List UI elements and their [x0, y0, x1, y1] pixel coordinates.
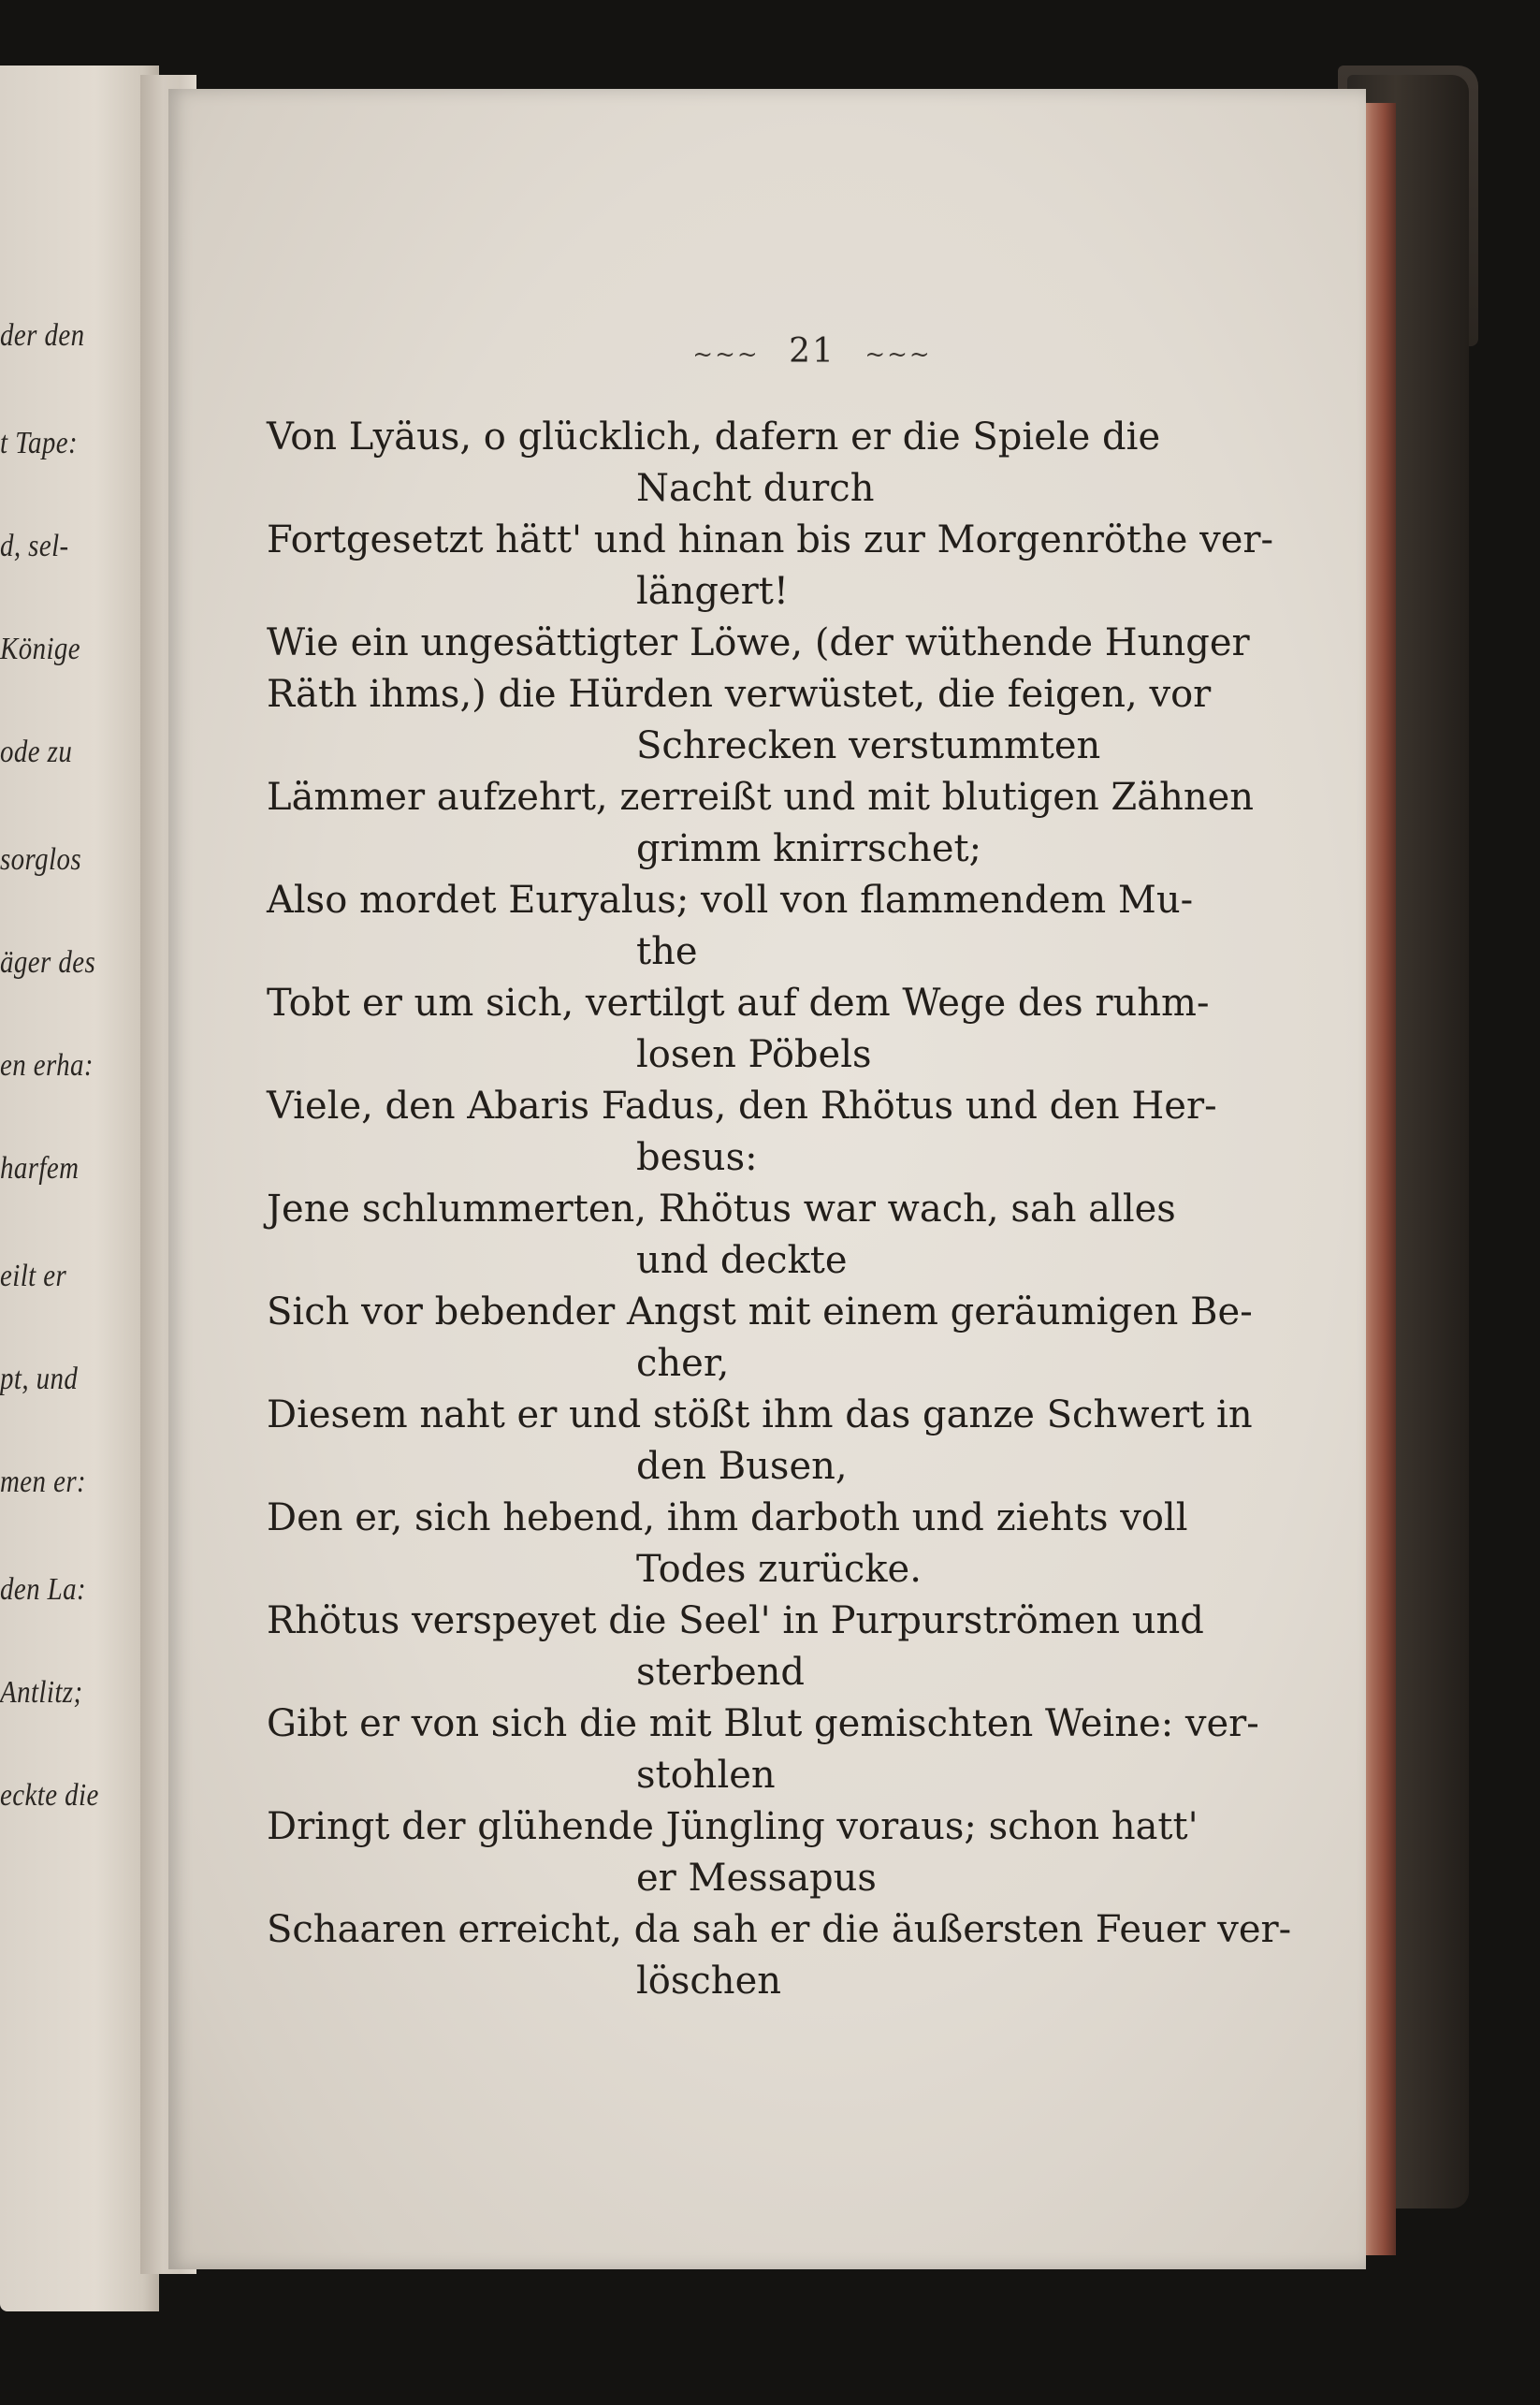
text-line: Sich vor bebender Angst mit einem geräumigen Be-	[267, 1290, 1253, 1334]
text-line: Dringt der glühende Jüngling voraus; schon hatt'	[267, 1805, 1199, 1848]
left-fragment: ode zu	[0, 735, 73, 769]
text-line: stohlen	[636, 1754, 776, 1797]
left-fragment: eilt er	[0, 1259, 67, 1293]
page-number: 21	[789, 332, 835, 371]
text-line: Wie ein ungesättigter Löwe, (der wüthende Hunger	[267, 621, 1250, 664]
left-fragment: men er:	[0, 1465, 87, 1499]
text-line: besus:	[636, 1136, 758, 1179]
left-fragment: den La:	[0, 1572, 87, 1607]
left-fragment: äger des	[0, 945, 96, 980]
text-line: löschen	[636, 1960, 781, 2003]
poem-text	[267, 412, 1292, 2007]
text-line: grimm knirrschet;	[636, 827, 982, 870]
text-line: Den er, sich hebend, ihm darboth und ziehts voll	[267, 1496, 1188, 1539]
text-line: Schaaren erreicht, da sah er die äußersten Feuer ver-	[267, 1908, 1292, 1951]
text-line: sterbend	[636, 1651, 806, 1694]
text-line: Jene schlummerten, Rhötus war wach, sah alles	[267, 1188, 1176, 1231]
left-fragment: der den	[0, 318, 85, 353]
left-fragment: en erha:	[0, 1048, 94, 1083]
left-fragment: harfem	[0, 1151, 80, 1186]
text-line: Nacht durch	[636, 467, 875, 510]
text-line: Fortgesetzt hätt' und hinan bis zur Morgenröthe ver-	[267, 518, 1274, 561]
text-line: längert!	[636, 570, 789, 613]
left-fragment: sorglos	[0, 842, 82, 877]
left-fragment: pt, und	[0, 1362, 79, 1396]
text-line: den Busen,	[636, 1445, 848, 1488]
text-line: Räth ihms,) die Hürden verwüstet, die feigen, vor	[267, 673, 1212, 716]
header-ornament-left: ~~~	[692, 341, 760, 369]
text-line: und deckte	[636, 1239, 848, 1282]
page-header	[0, 332, 1540, 371]
text-line: er Messapus	[636, 1857, 877, 1900]
text-line: Diesem naht er und stößt ihm das ganze Schwert in	[267, 1393, 1253, 1436]
left-fragment: t Tape:	[0, 426, 79, 460]
text-line: Todes zurücke.	[636, 1548, 922, 1591]
left-fragment: Antlitz;	[0, 1675, 83, 1710]
text-line: cher,	[636, 1342, 730, 1385]
left-fragment: Könige	[0, 632, 81, 666]
left-fragment: eckte die	[0, 1778, 99, 1813]
text-line: Gibt er von sich die mit Blut gemischten Weine: ver-	[267, 1702, 1259, 1745]
text-line: Tobt er um sich, vertilgt auf dem Wege des ruhm-	[267, 982, 1210, 1025]
text-line: Viele, den Abaris Fadus, den Rhötus und den Her-	[267, 1085, 1217, 1128]
text-line: Rhötus verspeyet die Seel' in Purpurströmen und	[267, 1599, 1204, 1642]
text-line: losen Pöbels	[636, 1033, 872, 1076]
text-line: the	[636, 930, 698, 973]
text-line: Von Lyäus, o glücklich, dafern er die Spiele die	[267, 415, 1161, 459]
text-line: Lämmer aufzehrt, zerreißt und mit blutigen Zähnen	[267, 776, 1255, 819]
header-ornament-right: ~~~	[864, 341, 932, 369]
left-fragment: d, sel-	[0, 529, 69, 563]
text-line: Schrecken verstummten	[636, 724, 1101, 767]
text-line: Also mordet Euryalus; voll von flammendem Mu-	[267, 879, 1194, 922]
